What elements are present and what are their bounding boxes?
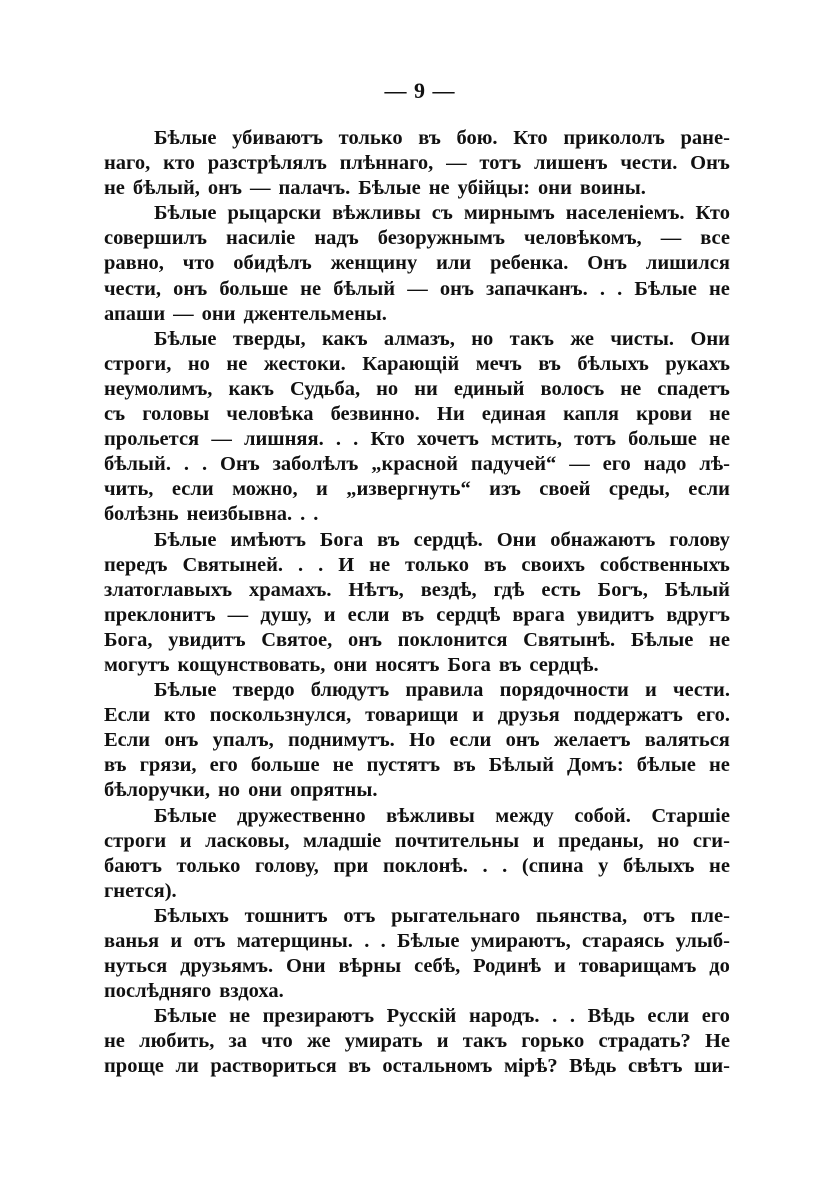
paragraph: [104, 678, 730, 803]
text-line: преклонитъ — душу, и если въ сердцѣ врага увидитъ вдругъ: [104, 603, 730, 626]
text-line: могутъ кощунствовать, они носятъ Бога въ сердцѣ.: [104, 653, 599, 676]
text-line: неумолимъ, какъ Судьба, но ни единый волосъ не спадетъ: [104, 377, 730, 400]
text-line: бѣлоручки, но они опрятны.: [104, 779, 378, 802]
paragraph: [104, 327, 730, 528]
text-line: не бѣлый, онъ — палачъ. Бѣлые не убійцы: они воины.: [104, 177, 646, 200]
text-line: строги, но не жестоки. Карающій мечъ въ бѣлыхъ рукахъ: [104, 352, 730, 375]
page-number: — 9 —: [384, 78, 456, 103]
text-line: Бѣлые твердо блюдутъ правила порядочности и чести.: [154, 679, 730, 702]
text-line: проще ли раствориться въ остальномъ мірѣ? Вѣдь свѣтъ ши-: [104, 1055, 730, 1078]
text-line: Бѣлыхъ тошнитъ отъ рыгательнаго пьянства, отъ пле-: [154, 904, 730, 927]
text-line: ванья и отъ матерщины. . . Бѣлые умираютъ, стараясь улыб-: [104, 930, 730, 952]
text-line: бѣлый. . . Онъ заболѣлъ „красной падучей“ — его надо лѣ-: [104, 453, 730, 476]
text-line: Если кто поскользнулся, товарищи и друзья поддержатъ его.: [104, 704, 730, 727]
text-line: въ грязи, его больше не пустятъ въ Бѣлый Домъ: бѣлые не: [104, 754, 730, 777]
text-line: строги и ласковы, младшіе почтительны и преданы, но сги-: [104, 829, 730, 852]
paragraph: [104, 804, 730, 904]
text-line: совершилъ насиліе надъ безоружнымъ человѣкомъ, — все: [104, 227, 730, 250]
text-line: златоглавыхъ храмахъ. Нѣтъ, вездѣ, гдѣ есть Богъ, Бѣлый: [104, 578, 730, 601]
page-body: [104, 126, 730, 1080]
text-line: послѣдняго вздоха.: [104, 980, 284, 1003]
text-line: передъ Святыней. . . И не только въ своихъ собственныхъ: [104, 553, 730, 576]
text-line: Бѣлые дружественно вѣжливы между собой. Старшіе: [154, 804, 730, 827]
text-line: болѣзнь неизбывна. . .: [104, 503, 319, 526]
paragraph: [104, 528, 730, 679]
paragraph: [104, 904, 730, 1004]
text-line: Бѣлые тверды, какъ алмазъ, но такъ же чисты. Они: [154, 327, 730, 350]
paragraph: [104, 126, 730, 201]
text-line: Бѣлые рыцарски вѣжливы съ мирнымъ населеніемъ. Кто: [154, 202, 730, 225]
text-line: Бога, увидитъ Святое, онъ поклонится Святынѣ. Бѣлые не: [104, 628, 730, 651]
text-line: Бѣлые убиваютъ только въ бою. Кто прикололъ ране-: [154, 127, 730, 149]
text-line: гнется).: [104, 879, 177, 902]
text-line: чить, если можно, и „извергнуть“ изъ своей среды, если: [104, 478, 730, 501]
text-line: Если онъ упалъ, поднимутъ. Но если онъ желаетъ валяться: [104, 729, 730, 752]
text-line: не любить, за что же умирать и такъ горько страдать? Не: [104, 1030, 730, 1053]
text-line: Бѣлые имѣютъ Бога въ сердцѣ. Они обнажаютъ голову: [154, 528, 730, 551]
text-line: нуться друзьямъ. Они вѣрны себѣ, Родинѣ и товарищамъ до: [104, 955, 730, 978]
text-line: наго, кто разстрѣлялъ плѣннаго, — тотъ лишенъ чести. Онъ: [104, 152, 730, 175]
text-line: Бѣлые не презираютъ Русскій народъ. . . Вѣдь если его: [154, 1005, 730, 1028]
text-line: апаши — они джентельмены.: [104, 302, 387, 325]
text-line: прольется — лишняя. . . Кто хочетъ мстить, тотъ больше не: [104, 428, 730, 451]
paragraph: [104, 1004, 730, 1079]
text-line: чести, онъ больше не бѣлый — онъ запачканъ. . . Бѣлые не: [104, 277, 730, 300]
text-line: съ головы человѣка безвинно. Ни единая капля крови не: [104, 403, 730, 426]
paragraph: [104, 201, 730, 326]
text-line: равно, что обидѣлъ женщину или ребенка. Онъ лишился: [104, 252, 730, 275]
text-line: баютъ только голову, при поклонѣ. . . (спина у бѣлыхъ не: [104, 854, 730, 877]
